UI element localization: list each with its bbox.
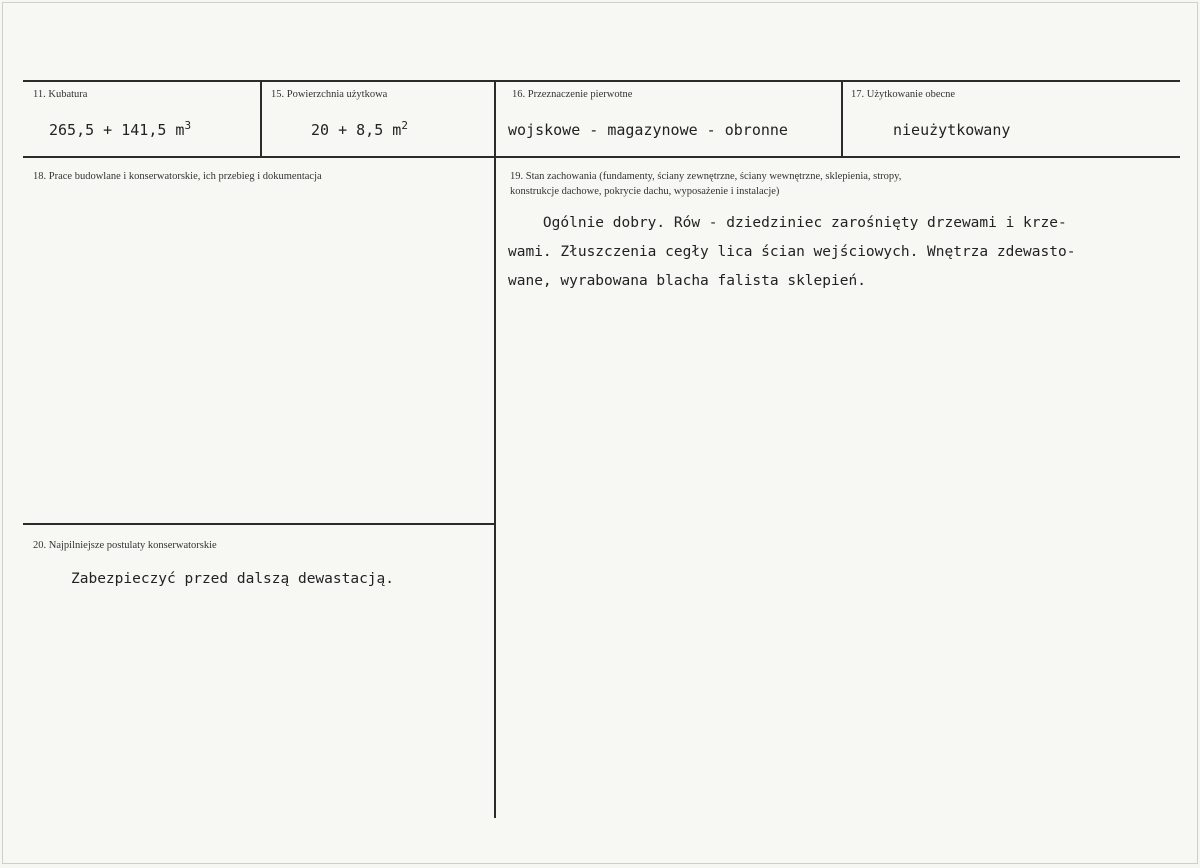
field-19-label-line2: konstrukcje dachowe, pokrycie dachu, wyposażenie i instalacje) bbox=[510, 186, 780, 197]
field-15-value-text: 20 + 8,5 m bbox=[311, 121, 402, 139]
field-15-value bbox=[311, 119, 408, 139]
field-11-value bbox=[49, 119, 191, 139]
row1-bottom-rule bbox=[23, 156, 1180, 158]
divider-11-15 bbox=[260, 80, 262, 157]
divider-main bbox=[494, 80, 496, 818]
field-15-exponent: 2 bbox=[401, 119, 408, 132]
field-18-label: 18. Prace budowlane i konserwatorskie, ich przebieg i dokumentacja bbox=[33, 171, 322, 182]
field-17-value: nieużytkowany bbox=[893, 121, 1011, 139]
field-19-line-3: wane, wyrabowana blacha falista sklepień. bbox=[508, 273, 866, 289]
col1-mid-rule bbox=[23, 523, 494, 525]
record-card bbox=[2, 2, 1198, 864]
field-15-label: 15. Powierzchnia użytkowa bbox=[271, 89, 388, 100]
field-20-value: Zabezpieczyć przed dalszą dewastacją. bbox=[71, 571, 395, 587]
field-11-value-text: 265,5 + 141,5 m bbox=[49, 121, 185, 139]
field-20-label: 20. Najpilniejsze postulaty konserwatorskie bbox=[33, 540, 217, 551]
field-11-label: 11. Kubatura bbox=[33, 89, 88, 100]
field-19-line-1: Ogólnie dobry. Rów - dziedziniec zarośnięty drzewami i krze- bbox=[508, 215, 1067, 231]
field-19-text bbox=[508, 209, 1075, 296]
field-17-label: 17. Użytkowanie obecne bbox=[851, 89, 956, 100]
top-rule bbox=[23, 80, 1180, 82]
field-16-value: wojskowe - magazynowe - obronne bbox=[508, 121, 788, 139]
field-11-exponent: 3 bbox=[184, 119, 192, 132]
divider-16-17 bbox=[841, 80, 843, 157]
field-16-label: 16. Przeznaczenie pierwotne bbox=[512, 89, 633, 100]
field-19-label-line1: 19. Stan zachowania (fundamenty, ściany zewnętrzne, ściany wewnętrzne, sklepienia, stropy, bbox=[510, 171, 902, 182]
field-19-line-2: wami. Złuszczenia cegły lica ścian wejściowych. Wnętrza zdewasto- bbox=[508, 244, 1076, 260]
